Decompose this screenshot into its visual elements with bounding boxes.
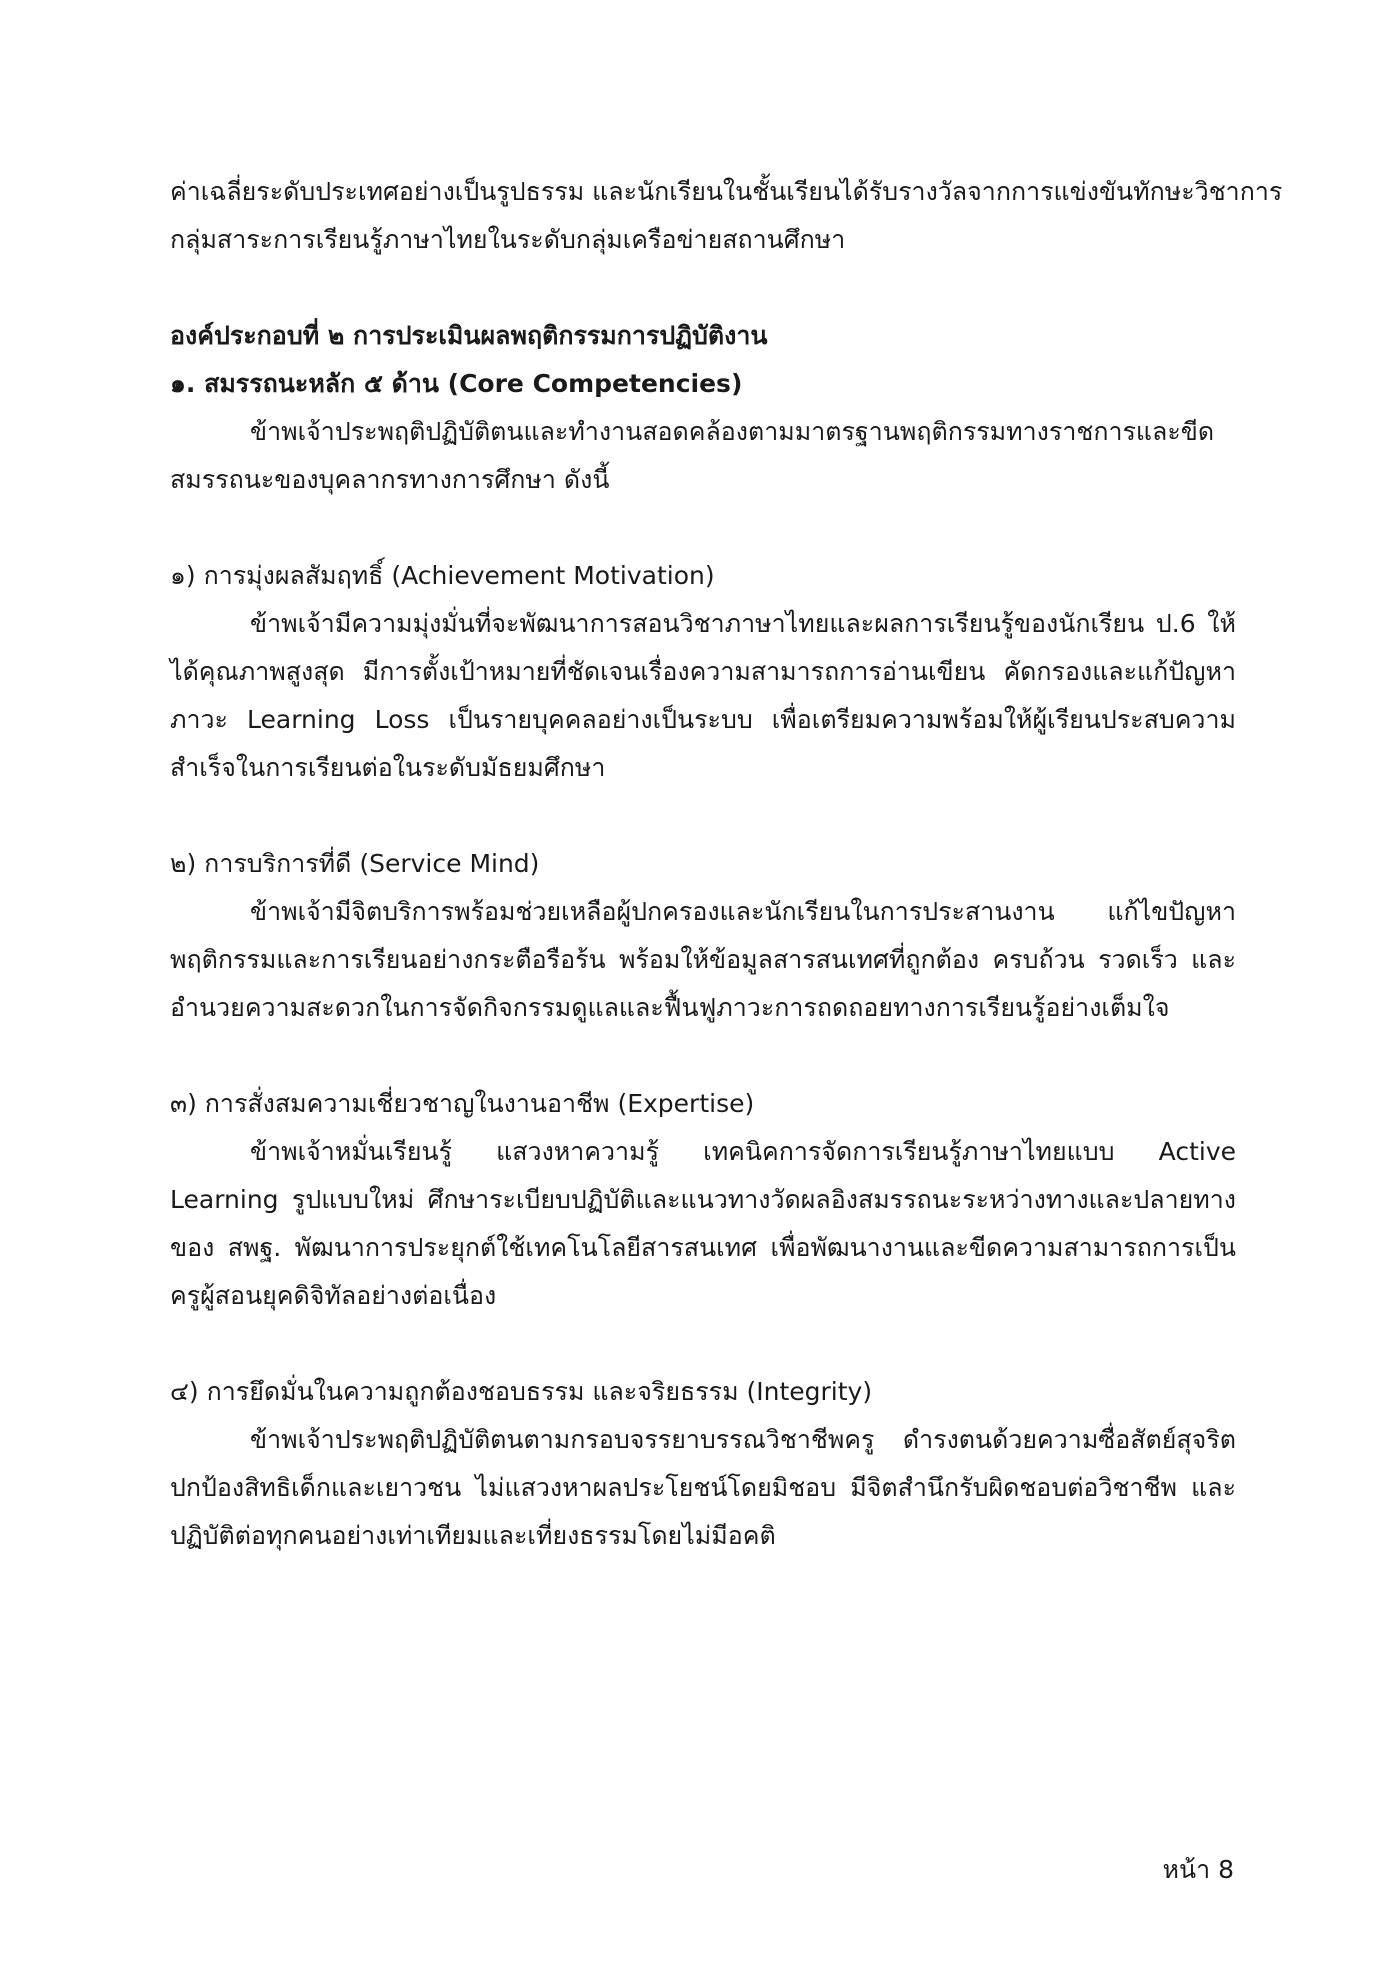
intro-line-2: กลุ่มสาระการเรียนรู้ภาษาไทยในระดับกลุ่มเครือข่ายสถานศึกษา	[170, 225, 846, 254]
competency-body-achievement: ข้าพเจ้ามีความมุ่งมั่นที่จะพัฒนาการสอนวิชาภาษาไทยและผลการเรียนรู้ของนักเรียน ป.6 ให้ได้คุณภาพสูงสุด มีการตั้งเป้าหมายที่ชัดเจนเรื่องความสามารถการอ่านเขียน คัดกรองและแก้ปัญหาภาวะ Learning Loss เป็นรายบุคคลอย่างเป็นระบบ เพื่อเตรียมความพร้อมให้ผู้เรียนประสบความสำเร็จในการเรียนต่อในระดับมัธยมศึกษา	[170, 609, 1236, 782]
competency-title-expertise: ๓) การสั่งสมความเชี่ยวชาญในงานอาชีพ (Expertise)	[170, 1089, 755, 1118]
competency-body-service: ข้าพเจ้ามีจิตบริการพร้อมช่วยเหลือผู้ปกครองและนักเรียนในการประสานงาน แก้ไขปัญหาพฤติกรรมและการเรียนอย่างกระตือรือร้น พร้อมให้ข้อมูลสารสนเทศที่ถูกต้อง ครบถ้วน รวดเร็ว และอำนวยความสะดวกในการจัดกิจกรรมดูแลและฟื้นฟูภาวะการถดถอยทางการเรียนรู้อย่างเต็มใจ	[170, 897, 1236, 1022]
competency-title-integrity: ๔) การยึดมั่นในความถูกต้องชอบธรรม และจริยธรรม (Integrity)	[170, 1377, 873, 1406]
section-intro-paragraph: ข้าพเจ้าประพฤติปฏิบัติตนและทำงานสอดคล้องตามมาตรฐานพฤติกรรมทางราชการและขีดสมรรถนะของบุคลากรทางการศึกษา ดังนี้	[170, 417, 1215, 494]
competency-body-integrity: ข้าพเจ้าประพฤติปฏิบัติตนตามกรอบจรรยาบรรณวิชาชีพครู ดำรงตนด้วยความซื่อสัตย์สุจริต ปกป้องสิทธิเด็กและเยาวชน ไม่แสวงหาผลประโยชน์โดยมิชอบ มีจิตสำนึกรับผิดชอบต่อวิชาชีพ และปฏิบัติต่อทุกคนอย่างเท่าเทียมและเที่ยงธรรมโดยไม่มีอคติ	[170, 1425, 1236, 1550]
section-subheading: ๑. สมรรถนะหลัก ๕ ด้าน (Core Competencies)	[170, 369, 743, 398]
section-heading: องค์ประกอบที่ ๒ การประเมินผลพฤติกรรมการปฏิบัติงาน	[170, 321, 768, 350]
competency-body-expertise: ข้าพเจ้าหมั่นเรียนรู้ แสวงหาความรู้ เทคนิคการจัดการเรียนรู้ภาษาไทยแบบ Active Learning รูปแบบใหม่ ศึกษาระเบียบปฏิบัติและแนวทางวัดผลอิงสมรรถนะระหว่างทางและปลายทางของ สพฐ. พัฒนาการประยุกต์ใช้เทคโนโลยีสารสนเทศ เพื่อพัฒนางานและขีดความสามารถการเป็นครูผู้สอนยุคดิจิทัลอย่างต่อเนื่อง	[170, 1137, 1236, 1310]
intro-line-1: ค่าเฉลี่ยระดับประเทศอย่างเป็นรูปธรรม และนักเรียนในชั้นเรียนได้รับรางวัลจากการแข่งขันทักษะวิชาการ	[170, 177, 1283, 206]
document-body	[170, 168, 1283, 1560]
page-number: หน้า 8	[1162, 1855, 1234, 1884]
competency-title-achievement: ๑) การมุ่งผลสัมฤทธิ์ (Achievement Motivation)	[170, 561, 715, 590]
competency-title-service: ๒) การบริการที่ดี (Service Mind)	[170, 849, 540, 878]
